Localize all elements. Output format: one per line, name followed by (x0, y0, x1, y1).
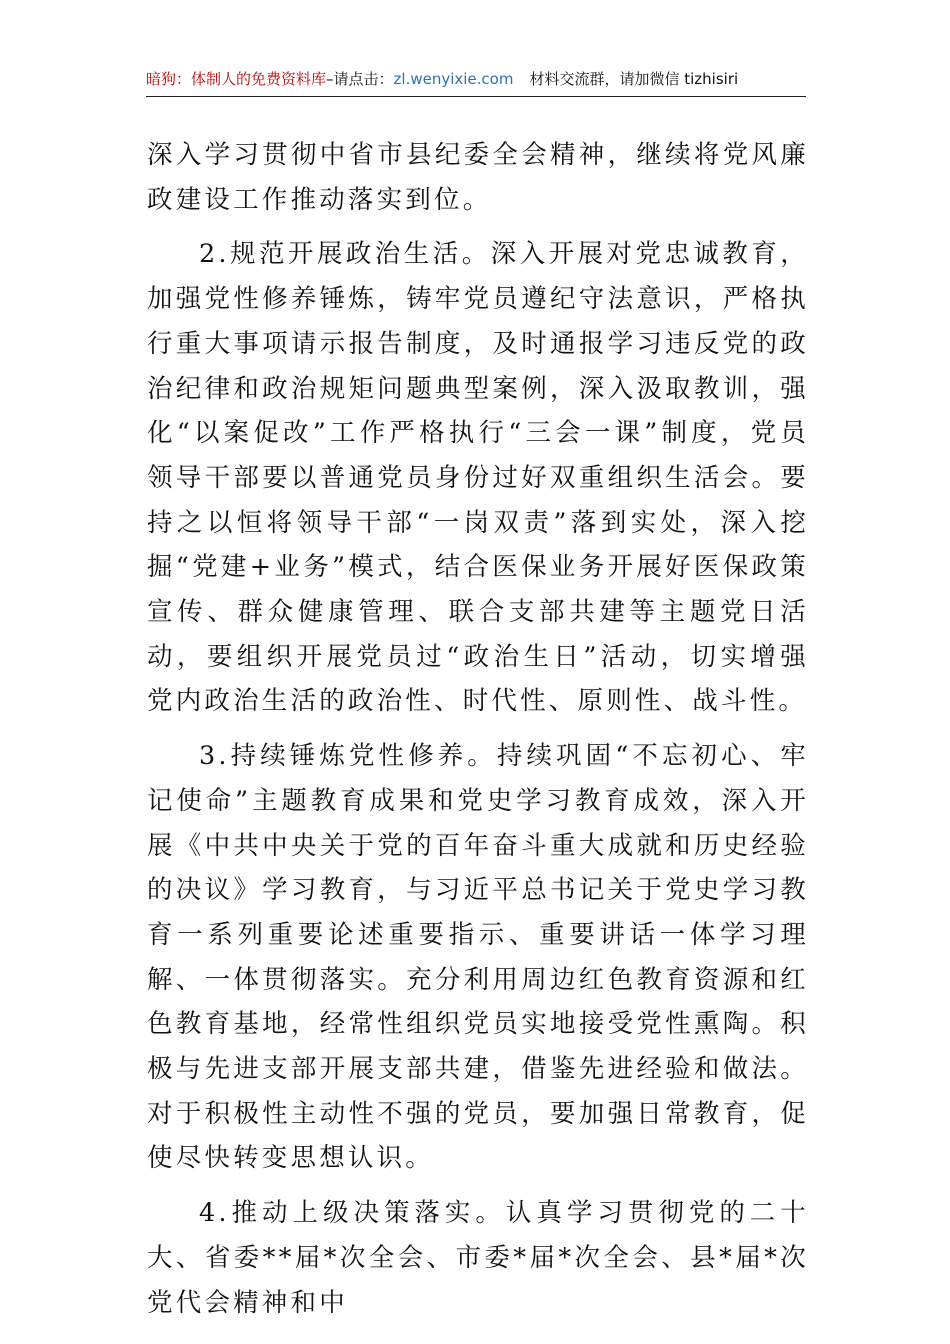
header-prompt: –请点击： (326, 70, 394, 88)
header-website-link[interactable]: zl.wenyixie.com (393, 70, 514, 88)
paragraph-item-2: 2.规范开展政治生活。深入开展对党忠诚教育，加强党性修养锤炼，铸牢党员遵纪守法意识，严格执行重大事项请示报告制度，及时通报学习违反党的政治纪律和政治规矩问题典型案例，深入汲取教训，强化“以案促改”工作严格执行“三会一课”制度，党员领导干部要以普通党员身份过好双重组织生活会。要持之以恒将领导干部“一岗双责”落到实处，深入挖掘“党建+业务”模式，结合医保业务开展好医保政策宣传、群众健康管理、联合支部共建等主题党日活动，要组织开展党员过“政治生日”活动，切实增强党内政治生活的政治性、时代性、原则性、战斗性。 (147, 239, 809, 717)
header-brand: 暗狗：体制人的免费资料库 (146, 70, 327, 88)
paragraph-item-4: 4.推动上级决策落实。认真学习贯彻党的二十大、省委**届*次全会、市委*届*次全会、县*届*次党代会精神和中 (147, 1198, 809, 1318)
header-group-info: 材料交流群，请加微信 tizhisiri (529, 70, 739, 88)
page-header (146, 66, 806, 97)
paragraph-item-3: 3.持续锤炼党性修养。持续巩固“不忘初心、牢记使命”主题教育成果和党史学习教育成效，深入开展《中共中央关于党的百年奋斗重大成就和历史经验的决议》学习教育，与习近平总书记关于党史学习教育一系列重要论述重要指示、重要讲话一体学习理解、一体贯彻落实。充分利用周边红色教育资源和红色教育基地，经常性组织党员实地接受党性熏陶。积极与先进支部开展支部共建，借鉴先进经验和做法。对于积极性主动性不强的党员，要加强日常教育，促使尽快转变思想认识。 (147, 741, 809, 1174)
document-body (147, 133, 809, 1325)
paragraph-continuation: 深入学习贯彻中省市县纪委全会精神，继续将党风廉政建设工作推动落实到位。 (147, 140, 809, 215)
